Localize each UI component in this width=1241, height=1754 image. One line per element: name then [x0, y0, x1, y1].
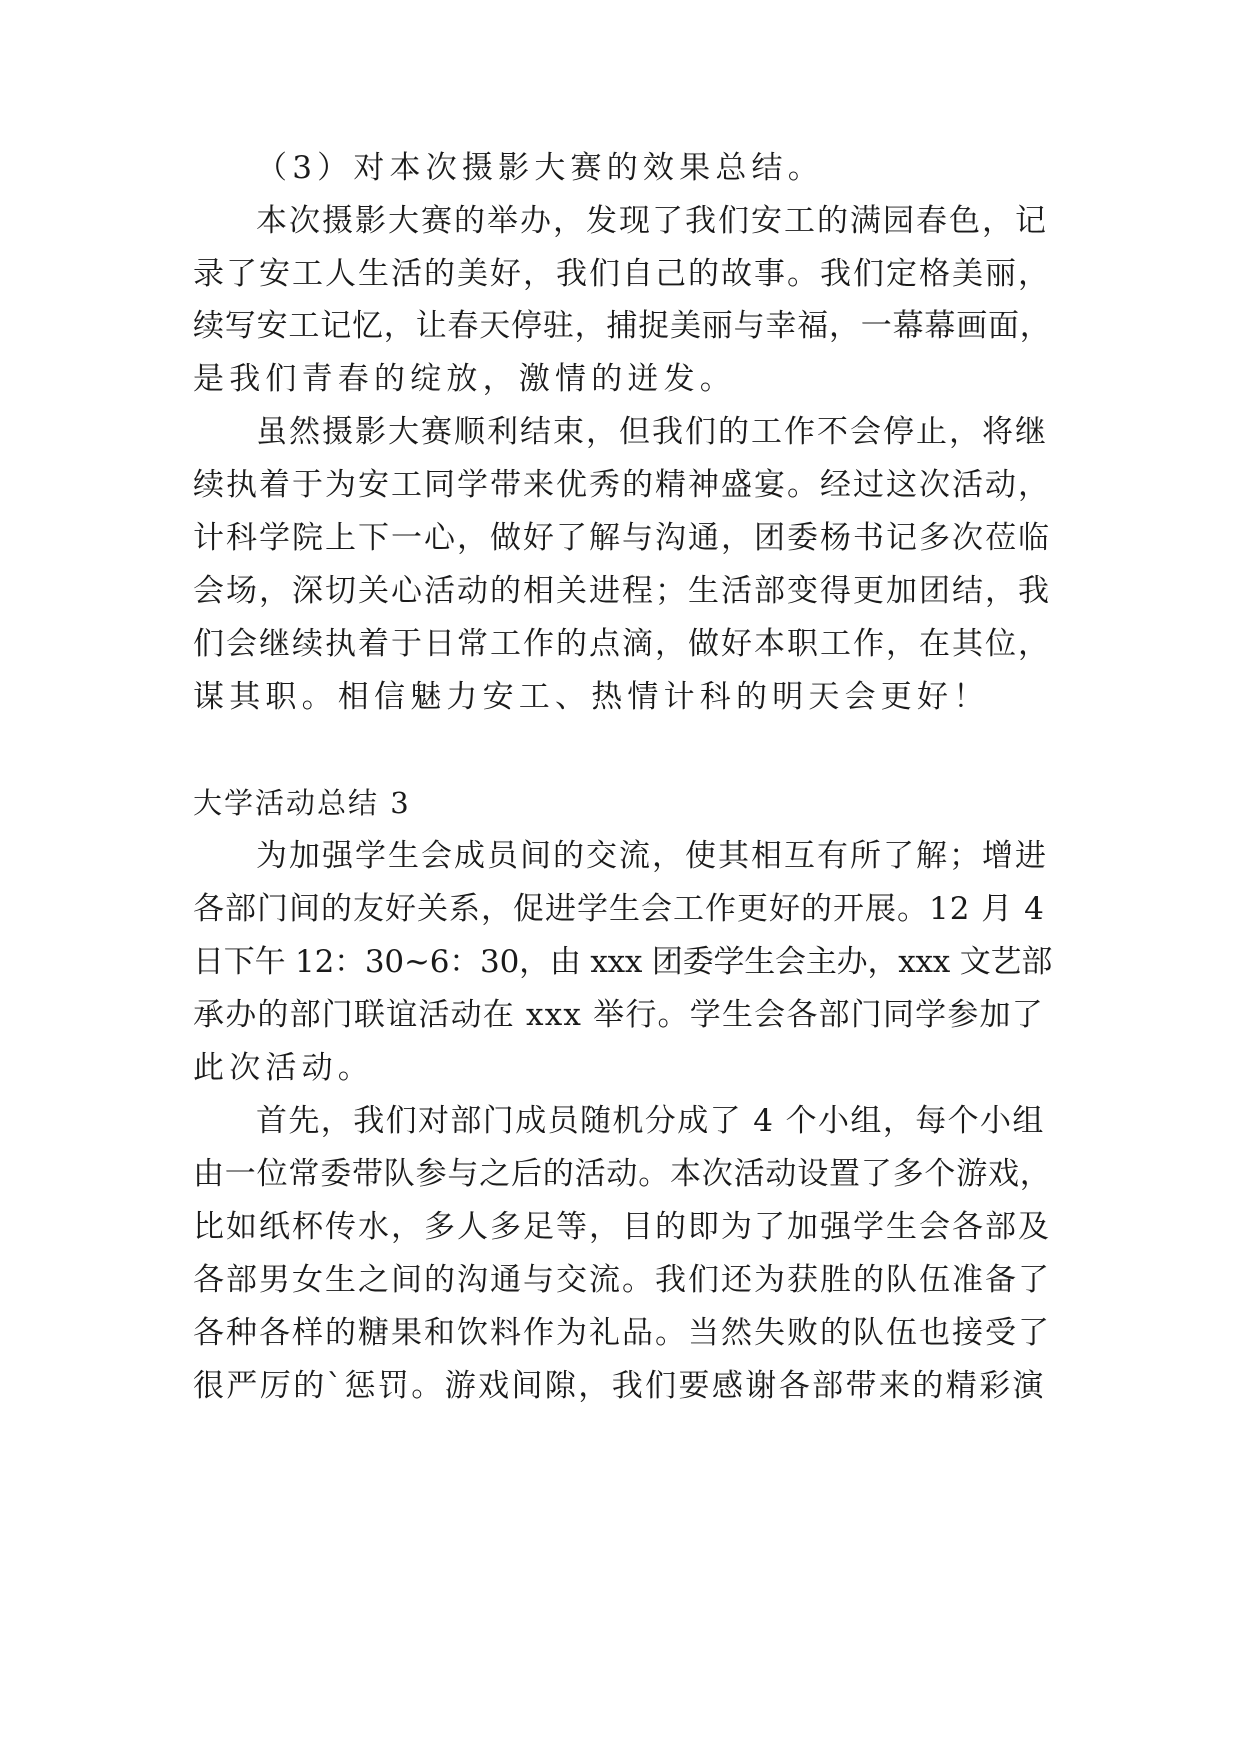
paragraph-line: 此次活动。 — [193, 1050, 374, 1086]
paragraph-line: 续写安工记忆，让春天停驻，捕捉美丽与幸福，一幕幕画面， — [193, 308, 1052, 344]
paragraph-line: 日下午 12：30~6：30，由 xxx 团委学生会主办，xxx 文艺部 — [193, 944, 1053, 980]
paragraph-line: 各部男女生之间的沟通与交流。我们还为获胜的队伍准备了 — [193, 1262, 1051, 1298]
paragraph-line: 各部门间的友好关系，促进学生会工作更好的开展。12 月 4 — [193, 891, 1045, 927]
paragraph-line: 很严厉的`惩罚。游戏间隙，我们要感谢各部带来的精彩演 — [193, 1368, 1046, 1404]
paragraph-line: 续执着于为安工同学带来优秀的精神盛宴。经过这次活动， — [193, 467, 1051, 503]
paragraph-line: 为加强学生会成员间的交流，使其相互有所了解；增进 — [256, 838, 1048, 874]
paragraph-line: 计科学院上下一心，做好了解与沟通，团委杨书记多次莅临 — [193, 520, 1051, 556]
paragraph-line: 录了安工人生活的美好，我们自己的故事。我们定格美丽， — [193, 256, 1051, 292]
paragraph-line: 首先，我们对部门成员随机分成了 4 个小组，每个小组 — [256, 1103, 1045, 1139]
paragraph-line: 是我们青春的绽放，激情的迸发。 — [193, 361, 736, 397]
paragraph-line: 会场，深切关心活动的相关进程；生活部变得更加团结，我 — [193, 573, 1051, 609]
paragraph-line: 们会继续执着于日常工作的点滴，做好本职工作，在其位， — [193, 626, 1051, 662]
paragraph-line: 虽然摄影大赛顺利结束，但我们的工作不会停止，将继 — [256, 414, 1048, 450]
paragraph-line: 本次摄影大赛的举办，发现了我们安工的满园春色，记 — [256, 203, 1048, 239]
subheading-effect-summary: （3）对本次摄影大赛的效果总结。 — [256, 150, 824, 186]
paragraph-line: 谋其职。相信魅力安工、热情计科的明天会更好！ — [193, 679, 990, 715]
paragraph-line: 由一位常委带队参与之后的活动。本次活动设置了多个游戏， — [193, 1156, 1052, 1192]
paragraph-line: 承办的部门联谊活动在 xxx 举行。学生会各部门同学参加了 — [193, 997, 1044, 1033]
paragraph-line: 比如纸杯传水，多人多足等，目的即为了加强学生会各部及 — [193, 1209, 1051, 1245]
paragraph-line: 各种各样的糖果和饮料作为礼品。当然失败的队伍也接受了 — [193, 1315, 1051, 1351]
section-title: 大学活动总结 3 — [193, 786, 411, 820]
